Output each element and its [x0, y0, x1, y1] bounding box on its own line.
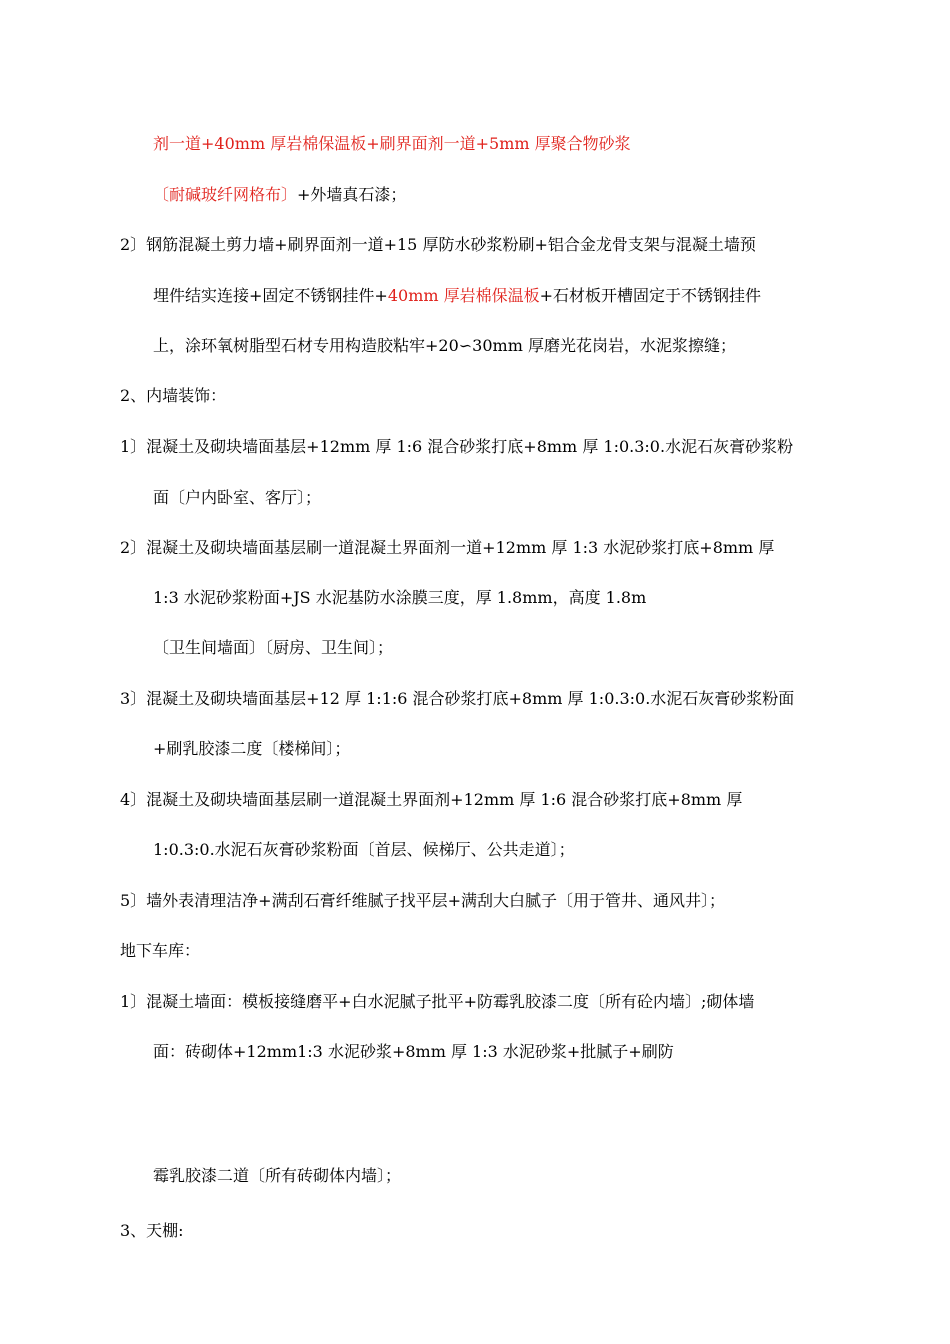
body-text: 埋件结实连接+固定不锈钢挂件+ — [153, 286, 388, 305]
section-heading — [120, 940, 200, 962]
text-line-10 — [153, 587, 646, 609]
body-text: 1〕混凝土及砌块墙面基层+12mm 厚 1:6 混合砂浆打底+8mm 厚 1:0.3:0.水泥石灰膏砂浆粉 — [120, 437, 794, 456]
body-text: 上，涂环氧树脂型石材专用构造胶粘牢+20∽30mm 厚磨光花岗岩，水泥浆擦缝； — [153, 336, 736, 355]
section-heading — [120, 1220, 184, 1242]
text-line-8 — [153, 487, 321, 509]
text-line-9 — [120, 537, 774, 559]
body-text: 1〕混凝土墙面：模板接缝磨平+白水泥腻子批平+防霉乳胶漆二度〔所有砼内墙〕;砌体墙 — [120, 992, 755, 1011]
body-text: 5〕墙外表清理洁净+满刮石膏纤维腻子找平层+满刮大白腻子〔用于管井、通风井〕； — [120, 891, 725, 910]
body-text: 1:3 水泥砂浆粉面+JS 水泥基防水涂膜三度，厚 1.8mm，高度 1.8m — [153, 588, 647, 607]
body-text: +刷乳胶漆二度〔楼梯间〕； — [153, 739, 351, 758]
highlighted-text: 剂一道+40mm 厚岩棉保温板+刷界面剂一道+5mm 厚聚合物砂浆 — [153, 134, 631, 153]
body-text: 面：砖砌体+12mm1:3 水泥砂浆+8mm 厚 1:3 水泥砂浆+批腻子+刷防 — [153, 1042, 674, 1061]
body-text: 〔卫生间墙面〕〔厨房、卫生间〕； — [153, 638, 394, 657]
text-line-18 — [120, 991, 754, 1013]
highlighted-text: 40mm 厚岩棉保温板 — [387, 286, 540, 305]
body-text: 2、内墙装饰： — [120, 386, 227, 405]
text-line-5 — [153, 335, 736, 357]
body-text: 3〕混凝土及砌块墙面基层+12 厚 1:1:6 混合砂浆打底+8mm 厚 1:0.3:0.水泥石灰膏砂浆粉面 — [120, 689, 795, 708]
body-text: 4〕混凝土及砌块墙面基层刷一道混凝土界面剂+12mm 厚 1:6 混合砂浆打底+8mm 厚 — [120, 790, 743, 809]
body-text: 霉乳胶漆二道〔所有砖砌体内墙〕； — [153, 1166, 402, 1185]
body-text: 2〕钢筋混凝土剪力墙+刷界面剂一道+15 厚防水砂浆粉刷+铝合金龙骨支架与混凝土墙预 — [120, 235, 756, 254]
text-line-13 — [153, 738, 350, 760]
text-line-19 — [153, 1041, 674, 1063]
text-line-1 — [153, 133, 631, 155]
text-line-14 — [120, 789, 742, 811]
body-text: 2〕混凝土及砌块墙面基层刷一道混凝土界面剂一道+12mm 厚 1:3 水泥砂浆打底+8mm 厚 — [120, 538, 775, 557]
text-line-20 — [153, 1165, 401, 1187]
text-line-3 — [120, 234, 756, 256]
body-text: +石材板开槽固定于不锈钢挂件 — [539, 286, 762, 305]
text-line-16 — [120, 890, 725, 912]
body-text: 面〔户内卧室、客厅〕； — [153, 488, 322, 507]
text-line-12 — [120, 688, 794, 710]
text-line-11 — [153, 637, 393, 659]
body-text: 1:0.3:0.水泥石灰膏砂浆粉面〔首层、候梯厅、公共走道〕； — [153, 840, 575, 859]
section-heading — [120, 385, 226, 407]
text-line-7 — [120, 436, 793, 458]
body-text: 地下车库： — [120, 941, 201, 960]
body-text: +外墙真石漆； — [297, 185, 407, 204]
text-line-4 — [153, 285, 761, 307]
text-line-2 — [153, 184, 406, 206]
text-line-15 — [153, 839, 575, 861]
highlighted-text: 〔耐碱玻纤网格布〕 — [153, 185, 298, 204]
body-text: 3、天棚: — [120, 1221, 184, 1240]
